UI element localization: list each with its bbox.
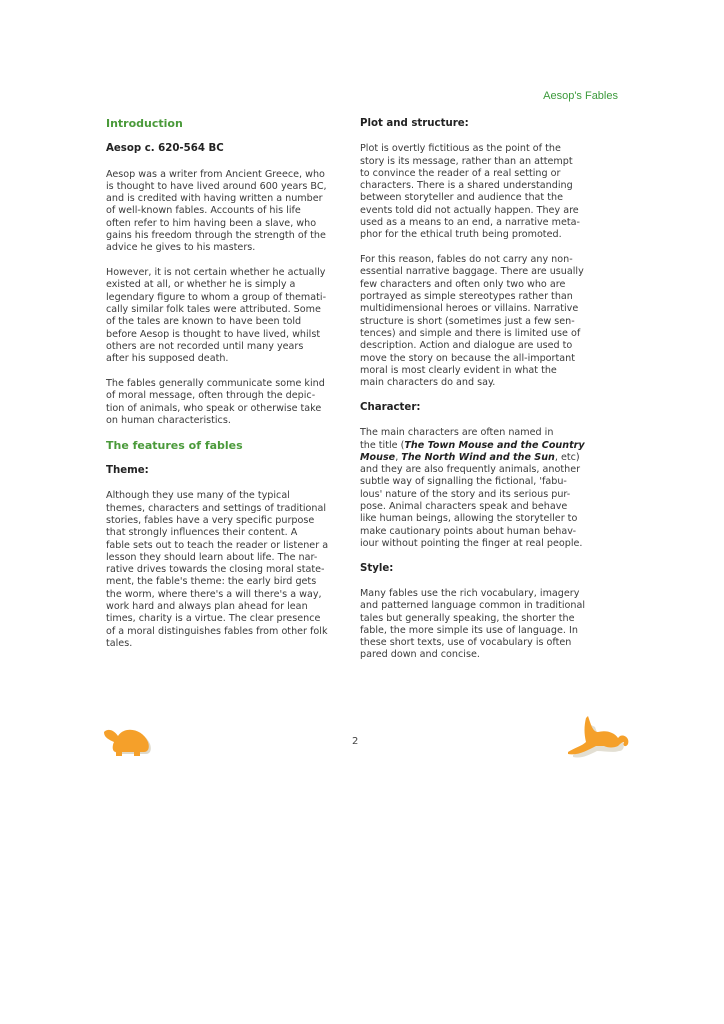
section-title-features: The features of fables bbox=[106, 438, 243, 452]
text-line: often refer to him having been a slave, who bbox=[106, 217, 317, 229]
character-paragraph-rest bbox=[360, 464, 616, 550]
text-line: of a moral distinguishes fables from other folk bbox=[106, 625, 328, 637]
text-line: characters. There is a shared understanding bbox=[360, 180, 573, 192]
text-line: structure is short (sometimes just a few sen- bbox=[360, 315, 575, 327]
fable-title-north-wind: The North Wind and the Sun bbox=[401, 451, 555, 463]
left-column bbox=[106, 118, 356, 663]
text-line: of moral message, often through the depic- bbox=[106, 390, 316, 402]
intro-paragraph-3 bbox=[106, 378, 356, 427]
text-line: make cautionary points about human behav- bbox=[360, 525, 577, 537]
heading-style: Style: bbox=[360, 562, 394, 574]
text-line: Plot is overtly fictitious as the point of the bbox=[360, 143, 561, 155]
text-line: However, it is not certain whether he actually bbox=[106, 267, 326, 279]
text-line: advice he gives to his masters. bbox=[106, 242, 256, 254]
text-line: rative drives towards the closing moral state- bbox=[106, 564, 325, 576]
text-line: Aesop was a writer from Ancient Greece, who bbox=[106, 168, 325, 180]
text-line: few characters and often only two who are bbox=[360, 278, 566, 290]
text-line: For this reason, fables do not carry any non- bbox=[360, 254, 573, 266]
text-line: multidimensional heroes or villains. Narrative bbox=[360, 303, 579, 315]
heading-plot-and-structure: Plot and structure: bbox=[360, 118, 469, 129]
text-line: Although they use many of the typical bbox=[106, 490, 290, 502]
text-fragment: , etc) bbox=[554, 451, 580, 463]
text-line: ment, the fable's theme: the early bird gets bbox=[106, 576, 317, 588]
text-line: before Aesop is thought to have lived, whilst bbox=[106, 328, 321, 340]
text-line: work hard and always plan ahead for lean bbox=[106, 601, 308, 612]
text-line: lesson they should learn about life. The nar- bbox=[106, 551, 318, 563]
text-line: stories, fables have a very specific purpose bbox=[106, 514, 315, 526]
text-line: others are not recorded until many years bbox=[106, 340, 304, 352]
text-line: existed at all, or whether he is simply a bbox=[106, 279, 296, 291]
text-line: cally similar folk tales were attributed. Some bbox=[106, 304, 321, 316]
text-line: of well-known fables. Accounts of his life bbox=[106, 205, 301, 217]
text-line: description. Action and dialogue are used to bbox=[360, 340, 573, 352]
text-line: and is credited with having written a number bbox=[106, 193, 323, 205]
text-line: on human characteristics. bbox=[106, 414, 231, 426]
text-line: and they are also frequently animals, another bbox=[360, 464, 581, 476]
text-line: Many fables use the rich vocabulary, imagery bbox=[360, 588, 580, 599]
text-line: events told did not actually happen. They are bbox=[360, 204, 579, 216]
text-line: essential narrative baggage. There are usually bbox=[360, 266, 584, 278]
theme-paragraph bbox=[106, 490, 356, 650]
text-line: lous' nature of the story and its serious pur- bbox=[360, 488, 571, 500]
text-line: The fables generally communicate some kind bbox=[106, 378, 325, 390]
text-line: these short texts, use of vocabulary is often bbox=[360, 637, 572, 649]
text-line: used as a means to an end, a narrative meta- bbox=[360, 217, 580, 229]
tortoise-icon bbox=[100, 726, 156, 766]
text-line: legendary figure to whom a group of themati- bbox=[106, 291, 327, 303]
page-number: 2 bbox=[352, 736, 359, 747]
right-column bbox=[360, 118, 616, 674]
text-line: phor for the ethical truth being promoted. bbox=[360, 229, 562, 241]
fable-title-town-mouse-cont: Mouse bbox=[360, 451, 396, 463]
text-line: pared down and concise. bbox=[360, 649, 480, 661]
section-title-introduction: Introduction bbox=[106, 117, 183, 130]
text-line: that strongly influences their content. A bbox=[106, 527, 298, 539]
text-fragment: , bbox=[395, 451, 402, 463]
text-line: tion of animals, who speak or otherwise take bbox=[106, 402, 322, 414]
text-line: subtle way of signalling the fictional, 'fabu- bbox=[360, 476, 567, 488]
text-line: iour without pointing the finger at real people. bbox=[360, 537, 583, 549]
text-line: fable sets out to teach the reader or listener a bbox=[106, 539, 329, 551]
plot-paragraph-2 bbox=[360, 254, 616, 389]
text-line: move the story on because the all-important bbox=[360, 352, 575, 364]
fable-title-town-mouse: The Town Mouse and the Country bbox=[404, 439, 585, 451]
text-line: after his supposed death. bbox=[106, 353, 229, 365]
heading-theme: Theme: bbox=[106, 465, 149, 477]
text-line: like human beings, allowing the storyteller to bbox=[360, 513, 578, 525]
text-line: gains his freedom through the strength of the bbox=[106, 230, 326, 242]
text-line: tales. bbox=[106, 637, 133, 649]
subtitle-aesop-dates: Aesop c. 620-564 BC bbox=[106, 143, 224, 155]
text-line bbox=[360, 440, 616, 452]
text-line: story is its message, rather than an attempt bbox=[360, 155, 573, 167]
text-line: of the tales are known to have been told bbox=[106, 316, 302, 328]
text-line: themes, characters and settings of traditional bbox=[106, 502, 327, 514]
text-line: pose. Animal characters speak and behave bbox=[360, 501, 568, 513]
text-line: tales but generally speaking, the shorter the bbox=[360, 612, 575, 624]
text-line: portrayed as simple stereotypes rather than bbox=[360, 291, 573, 303]
heading-character: Character: bbox=[360, 401, 421, 413]
running-header: Aesop's Fables bbox=[543, 90, 618, 102]
text-line: times, charity is a virtue. The clear presence bbox=[106, 613, 321, 625]
text-line: is thought to have lived around 600 years BC, bbox=[106, 180, 327, 192]
character-paragraph bbox=[360, 427, 616, 550]
style-paragraph bbox=[360, 588, 616, 662]
text-line: and patterned language common in traditional bbox=[360, 600, 585, 612]
text-line: the worm, where there's a will there's a way, bbox=[106, 588, 322, 600]
intro-paragraph-2 bbox=[106, 267, 356, 365]
text-line: moral is most clearly evident in what the bbox=[360, 364, 557, 376]
text-line: The main characters are often named in bbox=[360, 427, 554, 439]
text-line: tences) and simple and there is limited use of bbox=[360, 327, 581, 339]
hare-icon bbox=[566, 712, 636, 764]
text-line: between storyteller and audience that the bbox=[360, 192, 563, 204]
text-line: main characters do and say. bbox=[360, 377, 496, 389]
text-line bbox=[360, 452, 616, 464]
plot-paragraph-1 bbox=[360, 143, 616, 241]
text-line: to convince the reader of a real setting or bbox=[360, 167, 561, 179]
text-fragment: the title ( bbox=[360, 439, 405, 451]
intro-paragraph-1 bbox=[106, 169, 356, 255]
text-line: fable, the more simple its use of language. In bbox=[360, 624, 578, 636]
